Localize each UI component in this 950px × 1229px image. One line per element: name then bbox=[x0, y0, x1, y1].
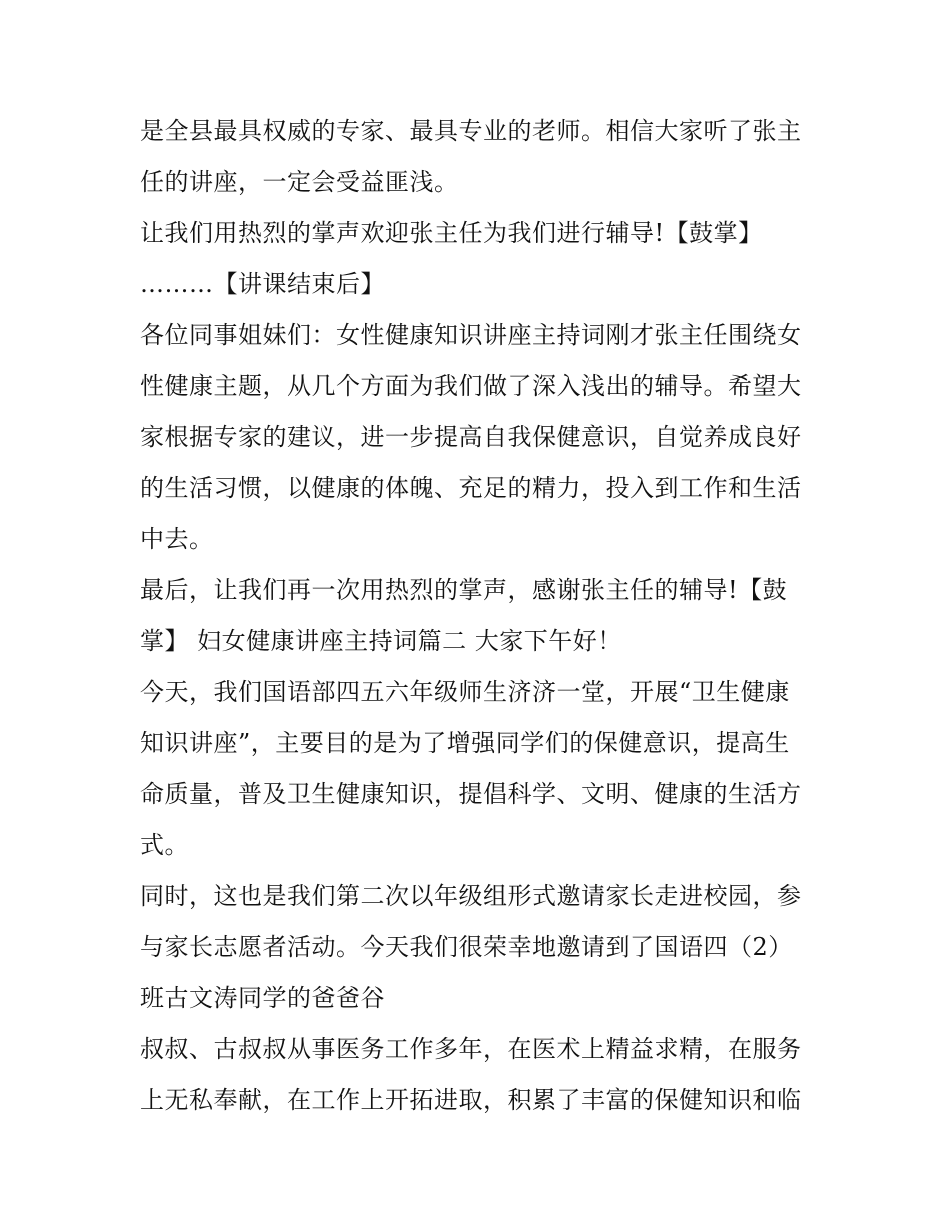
paragraph: 是全县最具权威的专家、最具专业的老师。相信大家听了张主任的讲座，一定会受益匪浅。 bbox=[140, 117, 802, 196]
paragraph: 今天，我们国语部四五六年级师生济济一堂，开展“卫生健康知识讲座”，主要目的是为了增强同学们的保健意识，提高生命质量，普及卫生健康知识，提倡科学、文明、健康的生活方式。 bbox=[140, 678, 802, 859]
paragraph: ………【讲课结束后】 bbox=[140, 270, 385, 298]
document-body bbox=[140, 106, 812, 1126]
paragraph: 各位同事姐妹们：女性健康知识讲座主持词刚才张主任围绕女性健康主题，从几个方面为我们做了深入浅出的辅导。希望大家根据专家的建议，进一步提高自我保健意识，自觉养成良好的生活习惯，以健康的体魄、充足的精力，投入到工作和生活中去。 bbox=[140, 321, 802, 553]
paragraph: 叔叔、古叔叔从事医务工作多年，在医术上精益求精，在服务上无私奉献，在工作上开拓进取，积累了丰富的保健知识和临 bbox=[140, 1035, 802, 1114]
paragraph: 班古文涛同学的爸爸谷 bbox=[140, 984, 385, 1012]
paragraph: 最后，让我们再一次用热烈的掌声，感谢张主任的辅导!【鼓掌】 妇女健康讲座主持词篇二 大家下午好！ bbox=[140, 576, 788, 655]
paragraph: 让我们用热烈的掌声欢迎张主任为我们进行辅导!【鼓掌】 bbox=[140, 219, 763, 247]
paragraph: 同时，这也是我们第二次以年级组形式邀请家长走进校园，参与家长志愿者活动。今天我们很荣幸地邀请到了国语四（2） bbox=[140, 882, 802, 961]
